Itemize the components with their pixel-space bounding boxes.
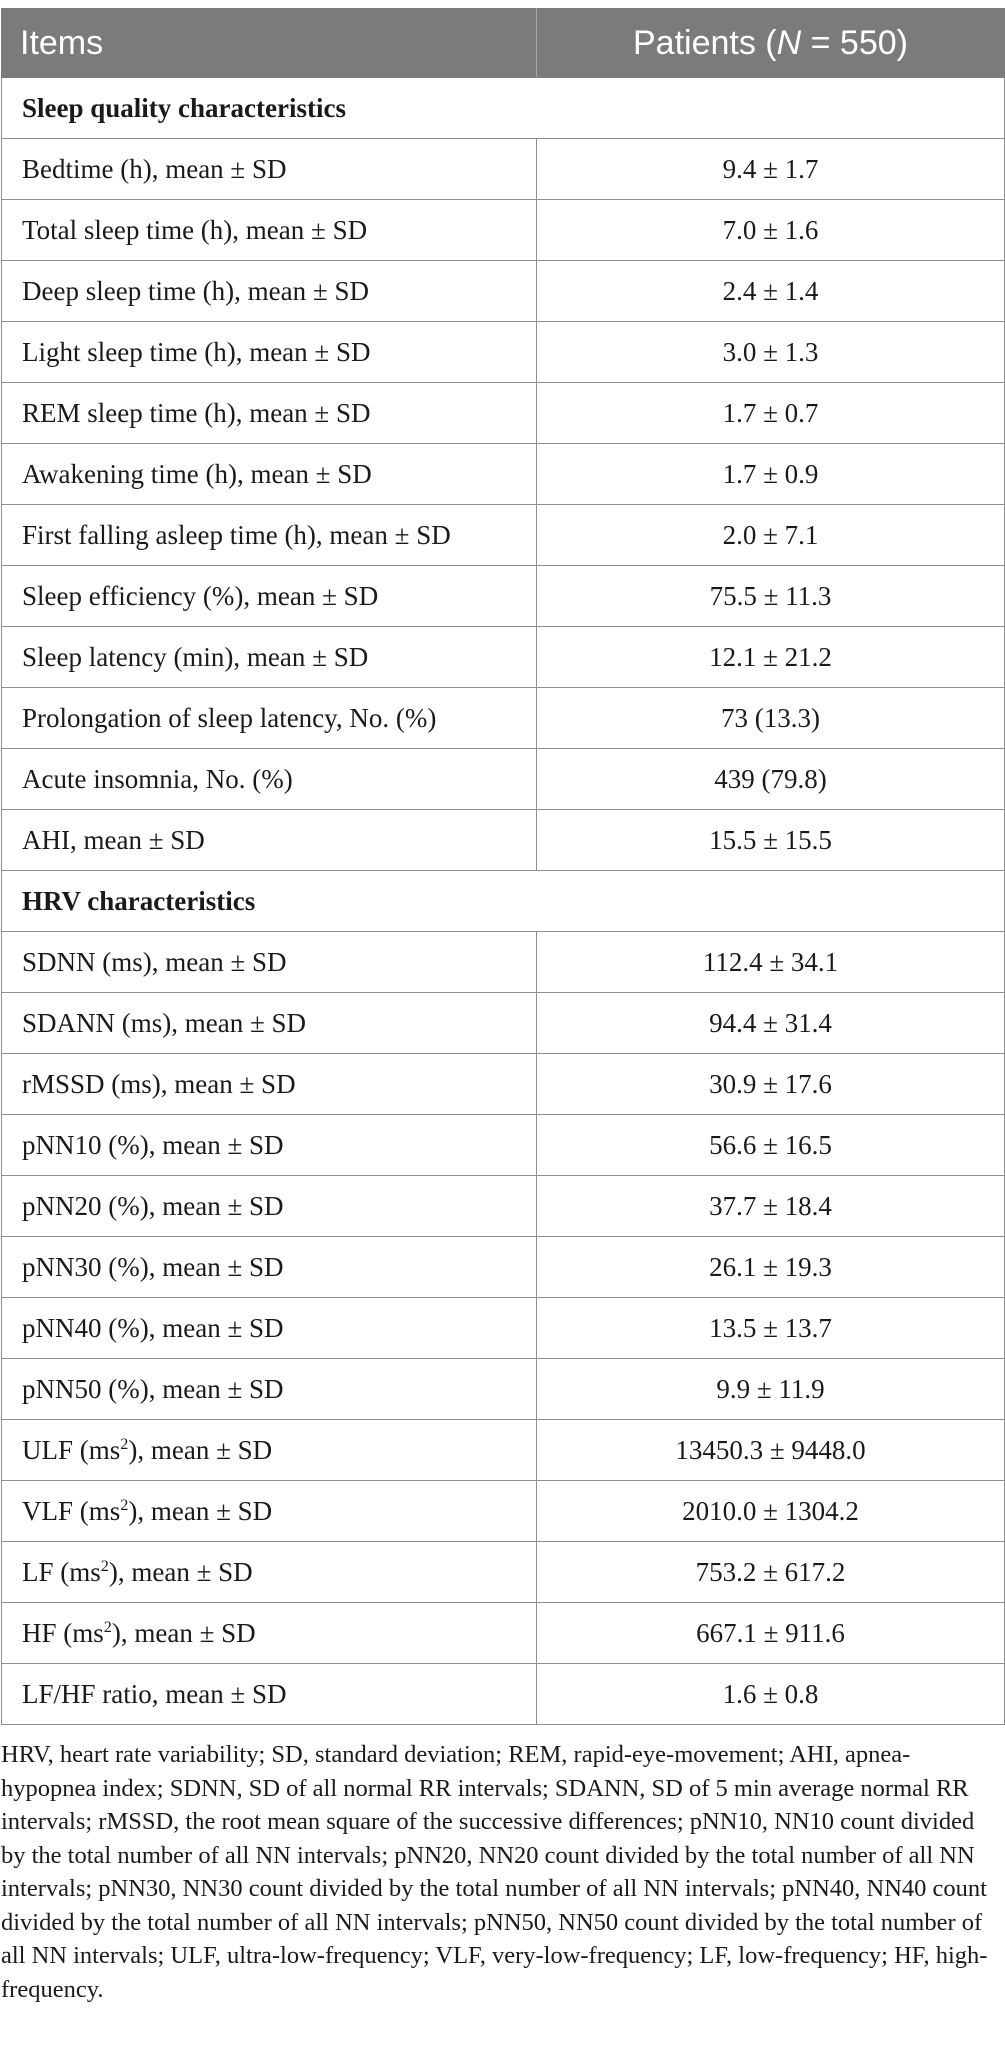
table-body [2, 78, 1005, 1725]
row-label-post: ), mean ± SD [108, 1556, 253, 1587]
header-suffix: = 550) [801, 23, 908, 62]
row-value: 1.6 ± 0.8 [537, 1664, 1005, 1725]
row-value: 26.1 ± 19.3 [537, 1237, 1005, 1298]
row-label: pNN50 (%), mean ± SD [2, 1359, 537, 1420]
row-value: 94.4 ± 31.4 [537, 993, 1005, 1054]
row-label: Sleep efficiency (%), mean ± SD [2, 566, 537, 627]
table-footnote: HRV, heart rate variability; SD, standard deviation; REM, rapid-eye-movement; AHI, apnea-hypopnea index; SDNN, SD of all normal RR intervals; SDANN, SD of 5 min average normal RR intervals; rMSSD, the root mean square of the successive differences; pNN10, NN10 count divided by the total number of all NN intervals; pNN20, NN20 count divided by the total number of all NN intervals; pNN30, NN30 count divided by the total number of all NN intervals; pNN40, NN40 count divided by the total number of all NN intervals; pNN50, NN50 count divided by the total number of all NN intervals; ULF, ultra-low-frequency; VLF, very-low-frequency; LF, low-frequency; HF, high-frequency. [1, 1741, 988, 2003]
row-label: Sleep latency (min), mean ± SD [2, 627, 537, 688]
table-row [2, 810, 1005, 871]
table-row [2, 1603, 1005, 1664]
row-value: 13450.3 ± 9448.0 [537, 1420, 1005, 1481]
row-label [2, 1481, 537, 1542]
row-label: pNN10 (%), mean ± SD [2, 1115, 537, 1176]
row-label-pre: VLF (ms [22, 1495, 121, 1526]
row-label-post: ), mean ± SD [111, 1617, 256, 1648]
row-label: pNN40 (%), mean ± SD [2, 1298, 537, 1359]
section-header-row [2, 78, 1005, 139]
table-row [2, 139, 1005, 200]
row-label-superscript: 2 [103, 1617, 112, 1636]
row-label: First falling asleep time (h), mean ± SD [2, 505, 537, 566]
row-label-post: ), mean ± SD [128, 1495, 273, 1526]
row-label [2, 1542, 537, 1603]
row-label: rMSSD (ms), mean ± SD [2, 1054, 537, 1115]
row-value: 439 (79.8) [537, 749, 1005, 810]
row-value: 1.7 ± 0.9 [537, 444, 1005, 505]
row-value: 2.0 ± 7.1 [537, 505, 1005, 566]
table-row [2, 1542, 1005, 1603]
column-header-items: Items [2, 9, 537, 78]
row-value: 2.4 ± 1.4 [537, 261, 1005, 322]
table-row [2, 383, 1005, 444]
table-row [2, 1359, 1005, 1420]
row-value: 30.9 ± 17.6 [537, 1054, 1005, 1115]
row-value: 2010.0 ± 1304.2 [537, 1481, 1005, 1542]
table-row [2, 566, 1005, 627]
row-label [2, 1420, 537, 1481]
table-row [2, 322, 1005, 383]
row-label: Bedtime (h), mean ± SD [2, 139, 537, 200]
table-row [2, 932, 1005, 993]
row-value: 9.9 ± 11.9 [537, 1359, 1005, 1420]
table-row [2, 1664, 1005, 1725]
row-label: pNN20 (%), mean ± SD [2, 1176, 537, 1237]
row-label: Total sleep time (h), mean ± SD [2, 200, 537, 261]
table-row [2, 627, 1005, 688]
row-label: SDNN (ms), mean ± SD [2, 932, 537, 993]
table-row [2, 1237, 1005, 1298]
row-value: 1.7 ± 0.7 [537, 383, 1005, 444]
header-prefix: Patients ( [633, 23, 777, 62]
table-row [2, 1298, 1005, 1359]
table-container [0, 8, 1005, 1725]
row-label: Awakening time (h), mean ± SD [2, 444, 537, 505]
section-title: Sleep quality characteristics [2, 78, 1005, 139]
row-value: 3.0 ± 1.3 [537, 322, 1005, 383]
table-row [2, 261, 1005, 322]
row-value: 15.5 ± 15.5 [537, 810, 1005, 871]
table-row [2, 688, 1005, 749]
table-row [2, 1420, 1005, 1481]
row-label: Prolongation of sleep latency, No. (%) [2, 688, 537, 749]
row-value: 75.5 ± 11.3 [537, 566, 1005, 627]
row-label [2, 1603, 537, 1664]
row-label: LF/HF ratio, mean ± SD [2, 1664, 537, 1725]
row-value: 7.0 ± 1.6 [537, 200, 1005, 261]
section-title: HRV characteristics [2, 871, 1005, 932]
table-row [2, 1115, 1005, 1176]
row-value: 9.4 ± 1.7 [537, 139, 1005, 200]
table-row [2, 444, 1005, 505]
table-header-row [2, 9, 1005, 78]
row-label-pre: HF (ms [22, 1617, 104, 1648]
row-value: 73 (13.3) [537, 688, 1005, 749]
row-value: 13.5 ± 13.7 [537, 1298, 1005, 1359]
section-header-row [2, 871, 1005, 932]
row-label-superscript: 2 [120, 1495, 129, 1514]
row-value: 56.6 ± 16.5 [537, 1115, 1005, 1176]
row-label-pre: LF (ms [22, 1556, 101, 1587]
row-value: 37.7 ± 18.4 [537, 1176, 1005, 1237]
table-row [2, 1054, 1005, 1115]
row-label-superscript: 2 [120, 1434, 129, 1453]
row-label: Acute insomnia, No. (%) [2, 749, 537, 810]
row-label: SDANN (ms), mean ± SD [2, 993, 537, 1054]
table-row [2, 200, 1005, 261]
row-value: 753.2 ± 617.2 [537, 1542, 1005, 1603]
header-italic-n: N [776, 23, 802, 62]
row-label: Deep sleep time (h), mean ± SD [2, 261, 537, 322]
table-row [2, 749, 1005, 810]
table-row [2, 1481, 1005, 1542]
row-label-pre: ULF (ms [22, 1434, 121, 1465]
row-label: pNN30 (%), mean ± SD [2, 1237, 537, 1298]
row-value: 667.1 ± 911.6 [537, 1603, 1005, 1664]
column-header-patients [537, 9, 1005, 78]
row-label: REM sleep time (h), mean ± SD [2, 383, 537, 444]
table-row [2, 993, 1005, 1054]
row-label: Light sleep time (h), mean ± SD [2, 322, 537, 383]
row-label-superscript: 2 [100, 1556, 109, 1575]
row-value: 12.1 ± 21.2 [537, 627, 1005, 688]
row-value: 112.4 ± 34.1 [537, 932, 1005, 993]
row-label-post: ), mean ± SD [128, 1434, 273, 1465]
row-label: AHI, mean ± SD [2, 810, 537, 871]
table-row [2, 1176, 1005, 1237]
characteristics-table [1, 8, 1005, 1725]
table-row [2, 505, 1005, 566]
